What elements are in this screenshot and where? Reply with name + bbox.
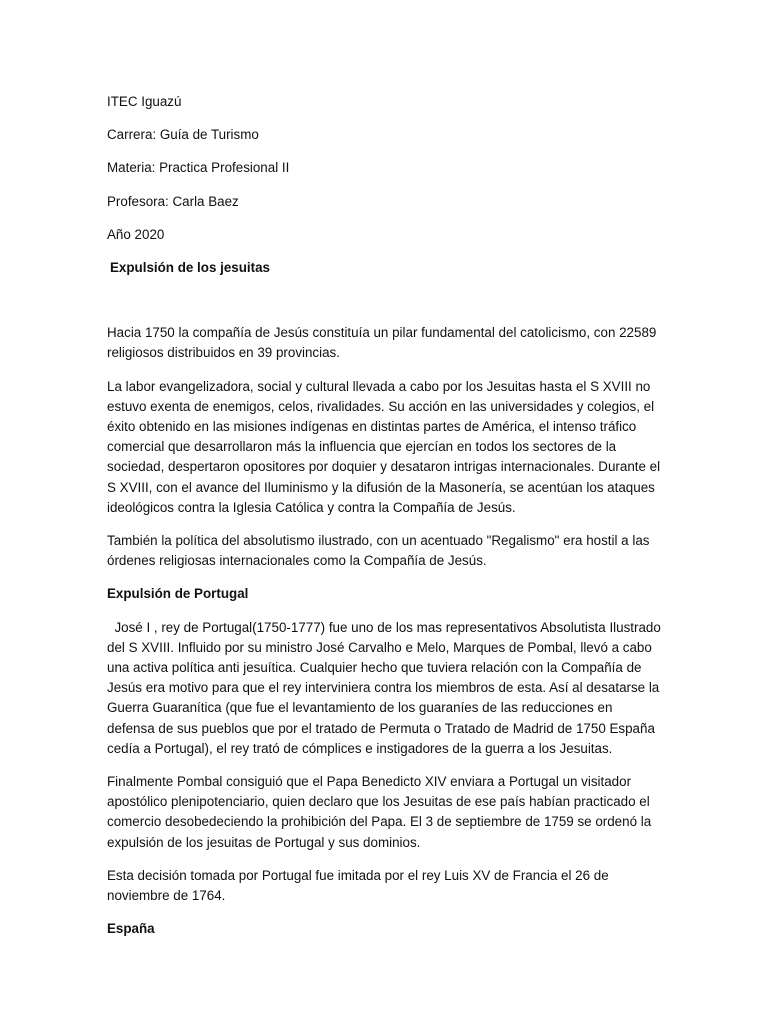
paragraph-evangelization: La labor evangelizadora, social y cultural llevada a cabo por los Jesuitas hasta el S XVIII no estuvo exenta de enemigos, celos, rivalidades. Su acción en las universidades y colegios, el éxito obtenido en las misiones indígenas en distintas partes de América, el intenso tráfico comercial que desarrollaron más la influencia que ejercían en todos los sectores de la sociedad, despertaron opositores por doquier y desataron intrigas internacionales. Durante el S XVIII, con el avance del Iluminismo y la difusión de la Masonería, se acentúan los ataques ideológicos contra la Iglesia Católica y contra la Compañía de Jesús. [107, 378, 661, 515]
section-heading-portugal: Expulsión de Portugal [107, 586, 249, 602]
paragraph-jose-i: José I , rey de Portugal(1750-1777) fue uno de los mas representativos Absolutista Ilustrado del S XVIII. Influido por su ministro José Carvalho e Melo, Marques de Pombal, llevó a cabo una activa política anti jesuítica. Cualquier hecho que tuviera relación con la Compañía de Jesús era motivo para que el rey interviniera contra los miembros de esta. Así al desatarse la Guerra Guaranítica (que fue el levantamiento de los guaraníes de las reducciones en defensa de sus pueblos que por el tratado de Permuta o Tratado de Madrid de 1750 España cedía a Portugal), el rey trató de cómplices e instigadores de la guerra a los Jesuitas. [107, 619, 665, 756]
paragraph-absolutism: También la política del absolutismo ilustrado, con un acentuado "Regalismo" era hostil a las órdenes religiosas internacionales como la Compañía de Jesús. [107, 533, 650, 569]
year-line: Año 2020 [107, 226, 165, 242]
institution-line: ITEC Iguazú [107, 94, 182, 109]
paragraph-intro: Hacia 1750 la compañía de Jesús constituía un pilar fundamental del catolicismo, con 22589 religiosos distribuidos en 39 provincias. [107, 325, 657, 361]
section-heading-spain: España [107, 921, 155, 937]
subject-line: Materia: Practica Profesional II [107, 160, 290, 176]
paragraph-france: Esta decisión tomada por Portugal fue imitada por el rey Luis XV de Francia el 26 de noviembre de 1764. [107, 867, 609, 904]
paragraph-pombal: Finalmente Pombal consiguió que el Papa Benedicto XIV enviara a Portugal un visitador apostólico plenipotenciario, quien declaro que los Jesuitas de ese país habían practicado el comercio desobedeciendo la prohibición del Papa. El 3 de septiembre de 1759 se ordenó la expulsión de los jesuitas de Portugal y sus dominios. [107, 774, 652, 850]
teacher-line: Profesora: Carla Baez [107, 193, 239, 209]
career-line: Carrera: Guía de Turismo [107, 127, 259, 143]
document-title: Expulsión de los jesuitas [110, 260, 270, 276]
document-page [107, 92, 663, 953]
